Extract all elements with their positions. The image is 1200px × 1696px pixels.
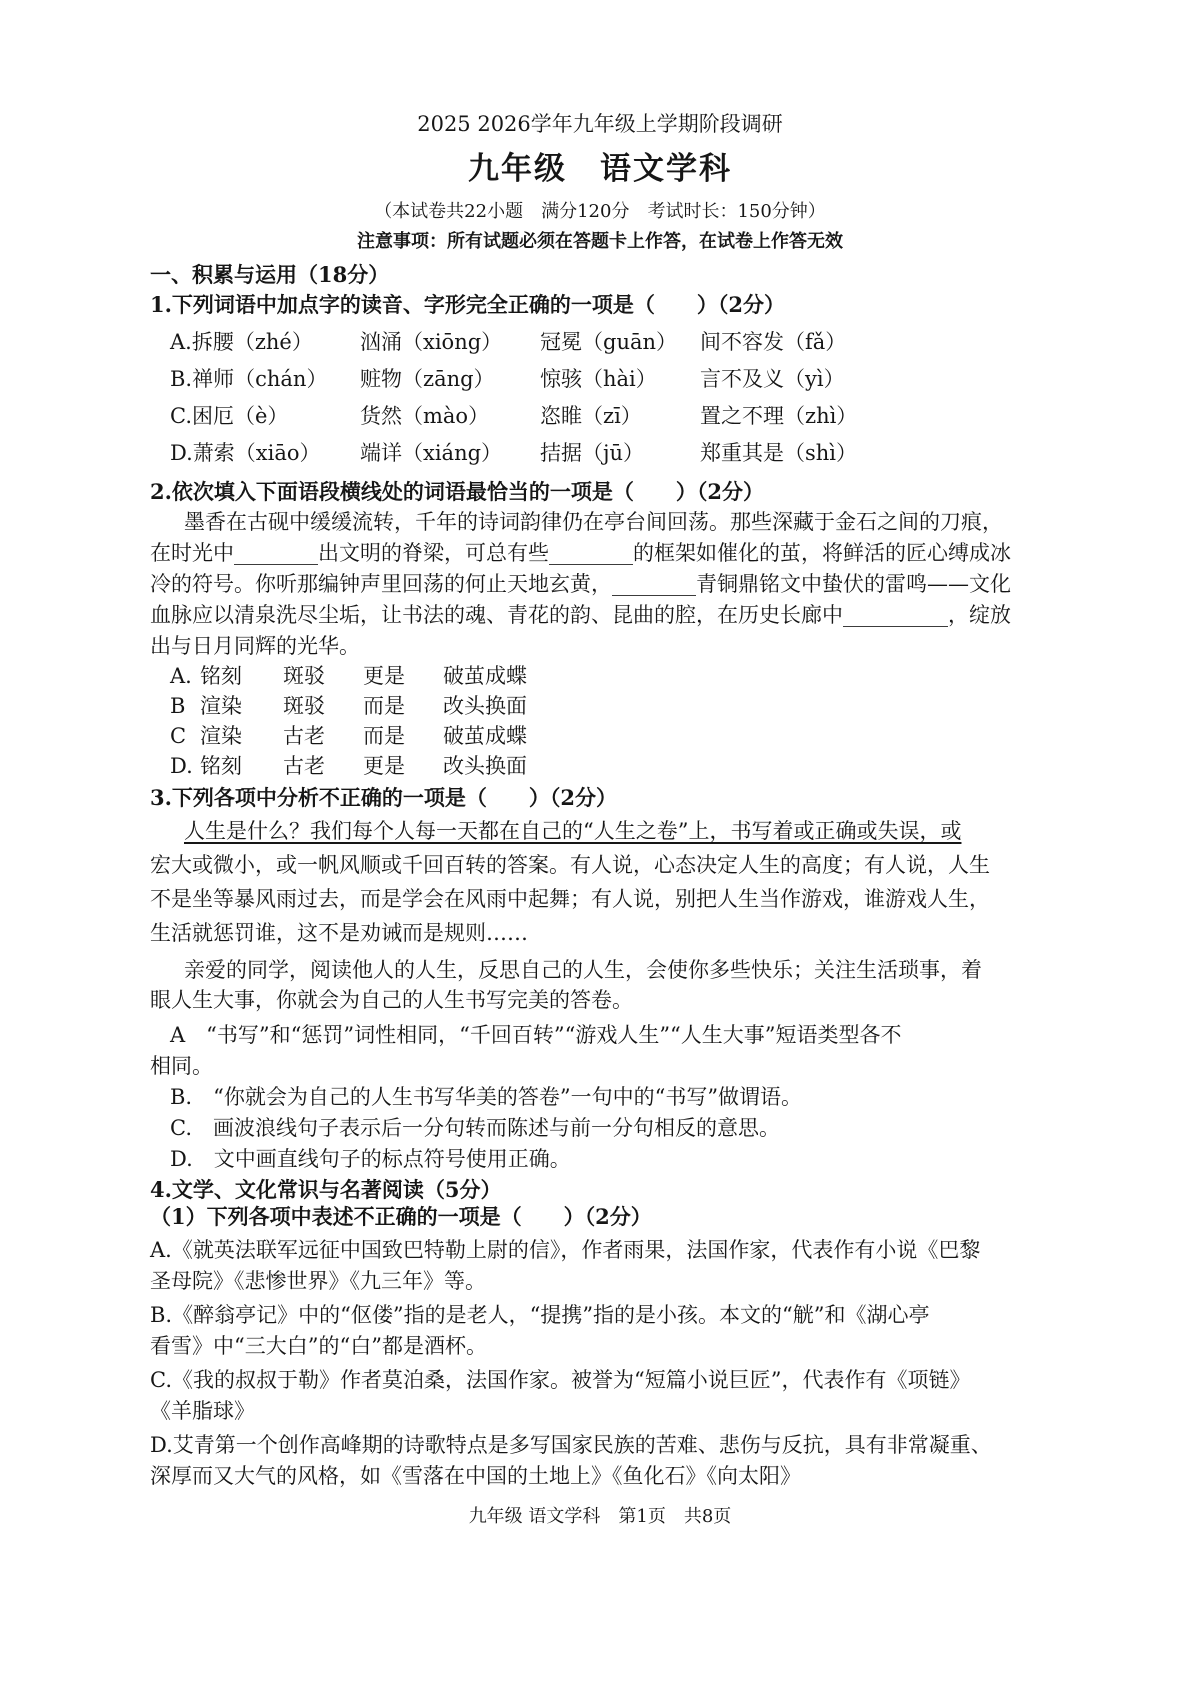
q2-option-b-word: 改头换面 <box>443 694 527 718</box>
q4-option-b: B.《醉翁亭记》中的“伛偻”指的是老人，“提携”指的是小孩。本文的“觥”和《湖心亭 <box>150 1303 930 1327</box>
q3-option-c: C. 画波浪线句子表示后一分句转而陈述与前一分句相反的意思。 <box>170 1116 780 1140</box>
q3-passage-line: 不是坐等暴风雨过去，而是学会在风雨中起舞；有人说，别把人生当作游戏，谁游戏人生， <box>150 887 990 911</box>
q2-option-b-word: 渲染 <box>200 694 242 718</box>
q1-option-d-word2: 端详（xiáng） <box>360 441 503 465</box>
q1-option-c-word1: C.困厄（è） <box>170 404 289 428</box>
q3-option-d: D. 文中画直线句子的标点符号使用正确。 <box>170 1147 571 1171</box>
q2-option-c-word: 破茧成蝶 <box>443 724 527 748</box>
q2-option-a-word: 斑驳 <box>283 664 325 688</box>
q2-option-a-word: 更是 <box>363 664 405 688</box>
q3-option-b: B. “你就会为自己的人生书写华美的答卷”一句中的“书写”做谓语。 <box>170 1085 803 1109</box>
q4-option-c: C.《我的叔叔于勒》作者莫泊桑，法国作家。被誉为“短篇小说巨匠”，代表作有《项链》 <box>150 1368 971 1392</box>
q3-passage-line: 眼人生大事，你就会为自己的人生书写完美的答卷。 <box>150 988 633 1012</box>
q2-option-c-word: 而是 <box>363 724 405 748</box>
q2-option-d-word: 古老 <box>283 754 325 778</box>
q4-option-d-cont: 深厚而又大气的风格，如《雪落在中国的土地上》《鱼化石》《向太阳》 <box>150 1464 801 1488</box>
q1-option-c-word2: 货然（mào） <box>360 404 490 428</box>
q1-option-c-word4: 置之不理（zhì） <box>700 404 858 428</box>
exam-info: （本试卷共22小题 满分120分 考试时长：150分钟） <box>374 201 826 222</box>
question-1-stem: 1.下列词语中加点字的读音、字形完全正确的一项是（ ）（2分） <box>150 292 786 317</box>
q2-passage-line: 墨香在古砚中缓缓流转，千年的诗词韵律仍在亭台间回荡。那些深藏于金石之间的刀痕， <box>184 510 1003 534</box>
q2-passage-line: 在时光中________出文明的脊梁，可总有些________的框架如催化的茧，将鲜活的匠心缚成冰 <box>150 541 1011 565</box>
q2-option-d-word: 铭刻 <box>200 754 242 778</box>
question-3-stem: 3.下列各项中分析不正确的一项是（ ）（2分） <box>150 785 618 810</box>
q1-option-a-word2: 汹涌（xiōng） <box>360 330 503 354</box>
q2-option-a-word: 破茧成蝶 <box>443 664 527 688</box>
q2-option-a-word: 铭刻 <box>200 664 242 688</box>
q1-option-d-word4: 郑重其是（shì） <box>700 441 858 465</box>
q4-option-d: D.艾青第一个创作高峰期的诗歌特点是多写国家民族的苦难、悲伤与反抗，具有非常凝重、 <box>150 1433 992 1457</box>
q3-passage-line: 宏大或微小，或一帆风顺或千回百转的答案。有人说，心态决定人生的高度；有人说，人生 <box>150 853 990 877</box>
q1-option-c-word3: 恣睢（zī） <box>540 404 642 428</box>
q2-passage-line: 冷的符号。你听那编钟声里回荡的何止天地玄黄，________青铜鼎铭文中蛰伏的雷鸣——文化 <box>150 572 1011 596</box>
q2-option-d-word: 更是 <box>363 754 405 778</box>
q2-passage-line: 出与日月同辉的光华。 <box>150 634 360 658</box>
question-2-stem: 2.依次填入下面语段横线处的词语最恰当的一项是（ ）（2分） <box>150 479 765 504</box>
q2-option-b-word: 斑驳 <box>283 694 325 718</box>
q2-option-d-label: D. <box>170 754 193 778</box>
q2-passage-line: 血脉应以清泉洗尽尘垢，让书法的魂、青花的韵、昆曲的腔，在历史长廊中__________，绽放 <box>150 603 1011 627</box>
subject-title: 九年级 语文学科 <box>468 151 732 187</box>
q1-option-a-word4: 间不容发（fǎ） <box>700 330 847 354</box>
q2-option-a-label: A. <box>170 664 192 688</box>
q1-option-b-word2: 赃物（zāng） <box>360 367 495 391</box>
q3-passage-line-underlined: 人生是什么？我们每个人每一天都在自己的“人生之卷”上，书写着或正确或失误，或 <box>184 819 962 843</box>
q1-option-d-word3: 拮据（jū） <box>540 441 645 465</box>
question-4-heading: 4.文学、文化常识与名著阅读（5分） <box>150 1177 502 1202</box>
exam-title: 2025 2026学年九年级上学期阶段调研 <box>417 112 783 136</box>
q4-option-c-cont: 《羊脂球》 <box>150 1399 255 1423</box>
q4-option-b-cont: 看雪》中“三大白”的“白”都是酒杯。 <box>150 1334 487 1358</box>
q3-passage-line: 亲爱的同学，阅读他人的人生，反思自己的人生，会使你多些快乐；关注生活琐事，着 <box>184 958 982 982</box>
q2-option-b-label: B <box>170 694 186 718</box>
q3-option-a-cont: 相同。 <box>150 1054 213 1078</box>
q1-option-b-word1: B.禅师（chán） <box>170 367 328 391</box>
section-heading: 一、积累与运用（18分） <box>150 262 390 287</box>
q1-option-d-word1: D.萧索（xiāo） <box>170 441 321 465</box>
q2-option-d-word: 改头换面 <box>443 754 527 778</box>
q3-option-a: A “书写”和“惩罚”词性相同，“千回百转”“游戏人生”“人生大事”短语类型各不 <box>170 1023 902 1047</box>
q1-option-b-word4: 言不及义（yì） <box>700 367 845 391</box>
q2-option-c-word: 古老 <box>283 724 325 748</box>
exam-notice: 注意事项：所有试题必须在答题卡上作答，在试卷上作答无效 <box>357 231 843 252</box>
q3-passage-line: 生活就惩罚谁，这不是劝诫而是规则…… <box>150 921 528 945</box>
q2-option-c-word: 渲染 <box>200 724 242 748</box>
page-footer: 九年级 语文学科 第1页 共8页 <box>468 1506 732 1527</box>
q2-option-b-word: 而是 <box>363 694 405 718</box>
q1-option-b-word3: 惊骇（hài） <box>540 367 657 391</box>
q2-option-c-label: C <box>170 724 187 748</box>
q1-option-a-word1: A.拆腰（zhé） <box>170 330 313 354</box>
q4-option-a: A.《就英法联军远征中国致巴特勒上尉的信》，作者雨果，法国作家，代表作有小说《巴黎 <box>150 1238 981 1262</box>
q4-option-a-cont: 圣母院》《悲惨世界》《九三年》等。 <box>150 1269 486 1293</box>
q1-option-a-word3: 冠冕（guān） <box>540 330 678 354</box>
question-4-1-stem: （1）下列各项中表述不正确的一项是（ ）（2分） <box>150 1204 652 1229</box>
